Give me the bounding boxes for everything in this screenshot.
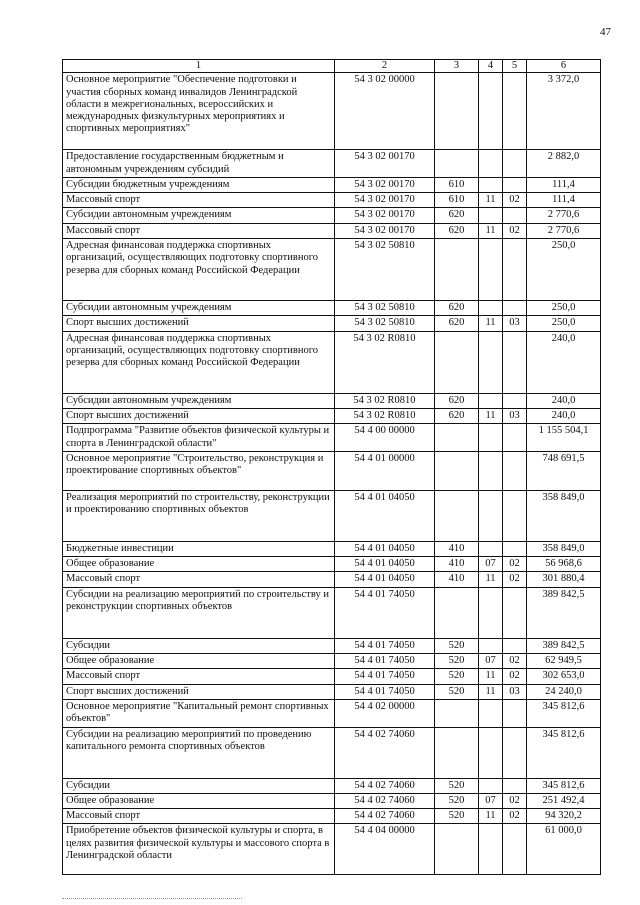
table-row <box>63 638 601 653</box>
row-subsection <box>503 331 527 393</box>
row-amount: 2 882,0 <box>527 150 601 178</box>
row-expense-type <box>435 73 479 150</box>
row-amount: 61 000,0 <box>527 824 601 875</box>
row-amount: 250,0 <box>527 316 601 331</box>
row-name: Спорт высших достижений <box>63 408 335 423</box>
row-code: 54 4 04 00000 <box>335 824 435 875</box>
row-subsection: 03 <box>503 684 527 699</box>
row-section <box>479 331 503 393</box>
row-expense-type <box>435 239 479 301</box>
row-expense-type: 620 <box>435 301 479 316</box>
row-section <box>479 451 503 490</box>
row-section: 07 <box>479 654 503 669</box>
table-row <box>63 684 601 699</box>
table-row <box>63 393 601 408</box>
row-section: 11 <box>479 316 503 331</box>
row-section <box>479 699 503 727</box>
row-name: Спорт высших достижений <box>63 316 335 331</box>
row-expense-type: 620 <box>435 316 479 331</box>
row-subsection: 02 <box>503 193 527 208</box>
row-name: Основное мероприятие "Строительство, реконструкция и проектирование спортивных объектов" <box>63 451 335 490</box>
row-code: 54 4 02 74060 <box>335 793 435 808</box>
row-subsection <box>503 73 527 150</box>
table-row <box>63 193 601 208</box>
row-section <box>479 177 503 192</box>
row-section: 11 <box>479 223 503 238</box>
row-subsection: 02 <box>503 572 527 587</box>
row-subsection <box>503 638 527 653</box>
row-name: Субсидии автономным учреждениям <box>63 393 335 408</box>
table-row <box>63 239 601 301</box>
row-subsection <box>503 587 527 638</box>
row-section <box>479 424 503 452</box>
row-amount: 358 849,0 <box>527 541 601 556</box>
row-expense-type: 620 <box>435 393 479 408</box>
row-section <box>479 638 503 653</box>
row-code: 54 4 00 00000 <box>335 424 435 452</box>
row-amount: 345 812,6 <box>527 699 601 727</box>
row-section <box>479 541 503 556</box>
header-col-3: 3 <box>435 60 479 73</box>
row-subsection: 02 <box>503 793 527 808</box>
header-col-2: 2 <box>335 60 435 73</box>
row-code: 54 4 01 74050 <box>335 638 435 653</box>
row-section: 11 <box>479 408 503 423</box>
header-col-6: 6 <box>527 60 601 73</box>
row-section <box>479 150 503 178</box>
table-row <box>63 424 601 452</box>
row-expense-type: 520 <box>435 809 479 824</box>
row-code: 54 4 01 74050 <box>335 669 435 684</box>
row-section <box>479 301 503 316</box>
row-name: Общее образование <box>63 654 335 669</box>
table-row <box>63 778 601 793</box>
row-amount: 2 770,6 <box>527 208 601 223</box>
row-name: Субсидии на реализацию мероприятий по проведению капитального ремонта спортивных объектов <box>63 727 335 778</box>
row-section <box>479 490 503 541</box>
row-code: 54 3 02 00170 <box>335 193 435 208</box>
row-section <box>479 587 503 638</box>
table-row <box>63 331 601 393</box>
row-amount: 94 320,2 <box>527 809 601 824</box>
row-name: Субсидии бюджетным учреждениям <box>63 177 335 192</box>
row-name: Подпрограмма "Развитие объектов физической культуры и спорта в Ленинградской области" <box>63 424 335 452</box>
row-name: Спорт высших достижений <box>63 684 335 699</box>
table-row <box>63 793 601 808</box>
table-row <box>63 587 601 638</box>
row-amount: 111,4 <box>527 193 601 208</box>
table-header-row <box>63 60 601 73</box>
row-amount: 748 691,5 <box>527 451 601 490</box>
row-expense-type <box>435 699 479 727</box>
table-row <box>63 208 601 223</box>
row-expense-type: 620 <box>435 408 479 423</box>
row-name: Предоставление государственным бюджетным и автономным учреждениям субсидий <box>63 150 335 178</box>
row-subsection <box>503 699 527 727</box>
row-subsection: 03 <box>503 316 527 331</box>
row-amount: 56 968,6 <box>527 557 601 572</box>
row-subsection: 02 <box>503 557 527 572</box>
row-code: 54 4 01 04050 <box>335 557 435 572</box>
table-row <box>63 824 601 875</box>
row-expense-type: 520 <box>435 654 479 669</box>
row-amount: 240,0 <box>527 393 601 408</box>
row-amount: 302 653,0 <box>527 669 601 684</box>
table-row <box>63 572 601 587</box>
row-code: 54 3 02 R0810 <box>335 393 435 408</box>
row-name: Субсидии <box>63 778 335 793</box>
row-code: 54 3 02 00170 <box>335 208 435 223</box>
bottom-rule <box>62 898 242 899</box>
row-expense-type: 610 <box>435 177 479 192</box>
row-code: 54 4 02 00000 <box>335 699 435 727</box>
row-name: Адресная финансовая поддержка спортивных организаций, осуществляющих подготовку спортивного резерва для сборных команд Российской Федерации <box>63 239 335 301</box>
row-subsection <box>503 150 527 178</box>
row-name: Субсидии на реализацию мероприятий по строительству и реконструкции спортивных объектов <box>63 587 335 638</box>
table-row <box>63 699 601 727</box>
row-code: 54 4 02 74060 <box>335 778 435 793</box>
row-section: 11 <box>479 809 503 824</box>
row-expense-type: 620 <box>435 223 479 238</box>
row-amount: 250,0 <box>527 301 601 316</box>
table-row <box>63 150 601 178</box>
row-name: Общее образование <box>63 793 335 808</box>
row-name: Общее образование <box>63 557 335 572</box>
row-section <box>479 239 503 301</box>
row-expense-type: 520 <box>435 638 479 653</box>
row-name: Массовый спорт <box>63 809 335 824</box>
row-code: 54 3 02 00170 <box>335 223 435 238</box>
row-name: Основное мероприятие "Капитальный ремонт спортивных объектов" <box>63 699 335 727</box>
row-amount: 389 842,5 <box>527 587 601 638</box>
row-code: 54 4 01 74050 <box>335 684 435 699</box>
table-row <box>63 177 601 192</box>
row-code: 54 4 02 74060 <box>335 727 435 778</box>
table-row <box>63 727 601 778</box>
row-code: 54 3 02 00170 <box>335 177 435 192</box>
page-number: 47 <box>600 26 611 38</box>
table-row <box>63 73 601 150</box>
row-subsection <box>503 778 527 793</box>
row-subsection <box>503 208 527 223</box>
row-code: 54 4 01 04050 <box>335 490 435 541</box>
row-section: 11 <box>479 684 503 699</box>
row-code: 54 4 02 74060 <box>335 809 435 824</box>
row-section <box>479 393 503 408</box>
row-name: Бюджетные инвестиции <box>63 541 335 556</box>
row-code: 54 4 01 74050 <box>335 654 435 669</box>
table-row <box>63 654 601 669</box>
row-amount: 345 812,6 <box>527 727 601 778</box>
row-expense-type <box>435 587 479 638</box>
table-row <box>63 669 601 684</box>
row-expense-type <box>435 331 479 393</box>
row-section: 07 <box>479 793 503 808</box>
row-amount: 251 492,4 <box>527 793 601 808</box>
row-section <box>479 208 503 223</box>
row-section: 11 <box>479 669 503 684</box>
row-expense-type: 520 <box>435 669 479 684</box>
row-subsection: 02 <box>503 809 527 824</box>
row-subsection <box>503 451 527 490</box>
row-expense-type: 520 <box>435 793 479 808</box>
row-expense-type <box>435 824 479 875</box>
row-amount: 2 770,6 <box>527 223 601 238</box>
header-col-4: 4 <box>479 60 503 73</box>
row-subsection <box>503 490 527 541</box>
row-subsection <box>503 393 527 408</box>
table-row <box>63 557 601 572</box>
row-amount: 62 949,5 <box>527 654 601 669</box>
row-section <box>479 727 503 778</box>
table-row <box>63 451 601 490</box>
row-section <box>479 824 503 875</box>
row-amount: 389 842,5 <box>527 638 601 653</box>
table-row <box>63 316 601 331</box>
row-expense-type: 410 <box>435 572 479 587</box>
row-subsection: 02 <box>503 223 527 238</box>
row-expense-type <box>435 727 479 778</box>
row-subsection <box>503 541 527 556</box>
row-name: Массовый спорт <box>63 223 335 238</box>
table-row <box>63 541 601 556</box>
header-col-1: 1 <box>63 60 335 73</box>
row-code: 54 3 02 50810 <box>335 239 435 301</box>
row-name: Адресная финансовая поддержка спортивных организаций, осуществляющих подготовку спортивного резерва для сборных команд Российской Федерации <box>63 331 335 393</box>
row-subsection <box>503 424 527 452</box>
row-expense-type: 410 <box>435 557 479 572</box>
row-amount: 24 240,0 <box>527 684 601 699</box>
row-section: 07 <box>479 557 503 572</box>
row-code: 54 4 01 04050 <box>335 572 435 587</box>
row-code: 54 4 01 00000 <box>335 451 435 490</box>
table-row <box>63 490 601 541</box>
row-name: Приобретение объектов физической культуры и спорта, в целях развития физической культуры и массового спорта в Ленинградской области <box>63 824 335 875</box>
row-section: 11 <box>479 193 503 208</box>
table-row <box>63 809 601 824</box>
row-section: 11 <box>479 572 503 587</box>
row-expense-type <box>435 490 479 541</box>
row-subsection: 03 <box>503 408 527 423</box>
row-code: 54 3 02 00000 <box>335 73 435 150</box>
row-amount: 240,0 <box>527 331 601 393</box>
row-expense-type <box>435 451 479 490</box>
row-amount: 345 812,6 <box>527 778 601 793</box>
row-name: Массовый спорт <box>63 572 335 587</box>
table-row <box>63 223 601 238</box>
row-name: Реализация мероприятий по строительству, реконструкции и проектированию спортивных объектов <box>63 490 335 541</box>
row-code: 54 4 01 74050 <box>335 587 435 638</box>
row-expense-type <box>435 150 479 178</box>
row-subsection: 02 <box>503 669 527 684</box>
row-amount: 358 849,0 <box>527 490 601 541</box>
row-expense-type: 520 <box>435 778 479 793</box>
row-name: Субсидии <box>63 638 335 653</box>
row-expense-type: 610 <box>435 193 479 208</box>
row-name: Массовый спорт <box>63 193 335 208</box>
row-code: 54 3 02 R0810 <box>335 331 435 393</box>
row-amount: 111,4 <box>527 177 601 192</box>
table-row <box>63 408 601 423</box>
row-amount: 1 155 504,1 <box>527 424 601 452</box>
row-code: 54 3 02 50810 <box>335 316 435 331</box>
row-name: Основное мероприятие "Обеспечение подготовки и участия сборных команд инвалидов Ленинградской области в межрегиональных, всероссийских и международных физкультурных мероприятиях и спортивных мероприятиях" <box>63 73 335 150</box>
row-subsection <box>503 239 527 301</box>
row-section <box>479 73 503 150</box>
row-expense-type <box>435 424 479 452</box>
row-subsection <box>503 177 527 192</box>
row-name: Массовый спорт <box>63 669 335 684</box>
row-subsection <box>503 824 527 875</box>
row-code: 54 3 02 00170 <box>335 150 435 178</box>
row-code: 54 3 02 50810 <box>335 301 435 316</box>
row-code: 54 3 02 R0810 <box>335 408 435 423</box>
row-section <box>479 778 503 793</box>
row-amount: 250,0 <box>527 239 601 301</box>
row-expense-type: 520 <box>435 684 479 699</box>
row-amount: 240,0 <box>527 408 601 423</box>
row-subsection <box>503 301 527 316</box>
row-code: 54 4 01 04050 <box>335 541 435 556</box>
row-expense-type: 410 <box>435 541 479 556</box>
row-subsection <box>503 727 527 778</box>
row-expense-type: 620 <box>435 208 479 223</box>
row-subsection: 02 <box>503 654 527 669</box>
table-row <box>63 301 601 316</box>
row-name: Субсидии автономным учреждениям <box>63 208 335 223</box>
row-amount: 301 880,4 <box>527 572 601 587</box>
row-amount: 3 372,0 <box>527 73 601 150</box>
budget-table <box>62 59 601 875</box>
header-col-5: 5 <box>503 60 527 73</box>
row-name: Субсидии автономным учреждениям <box>63 301 335 316</box>
